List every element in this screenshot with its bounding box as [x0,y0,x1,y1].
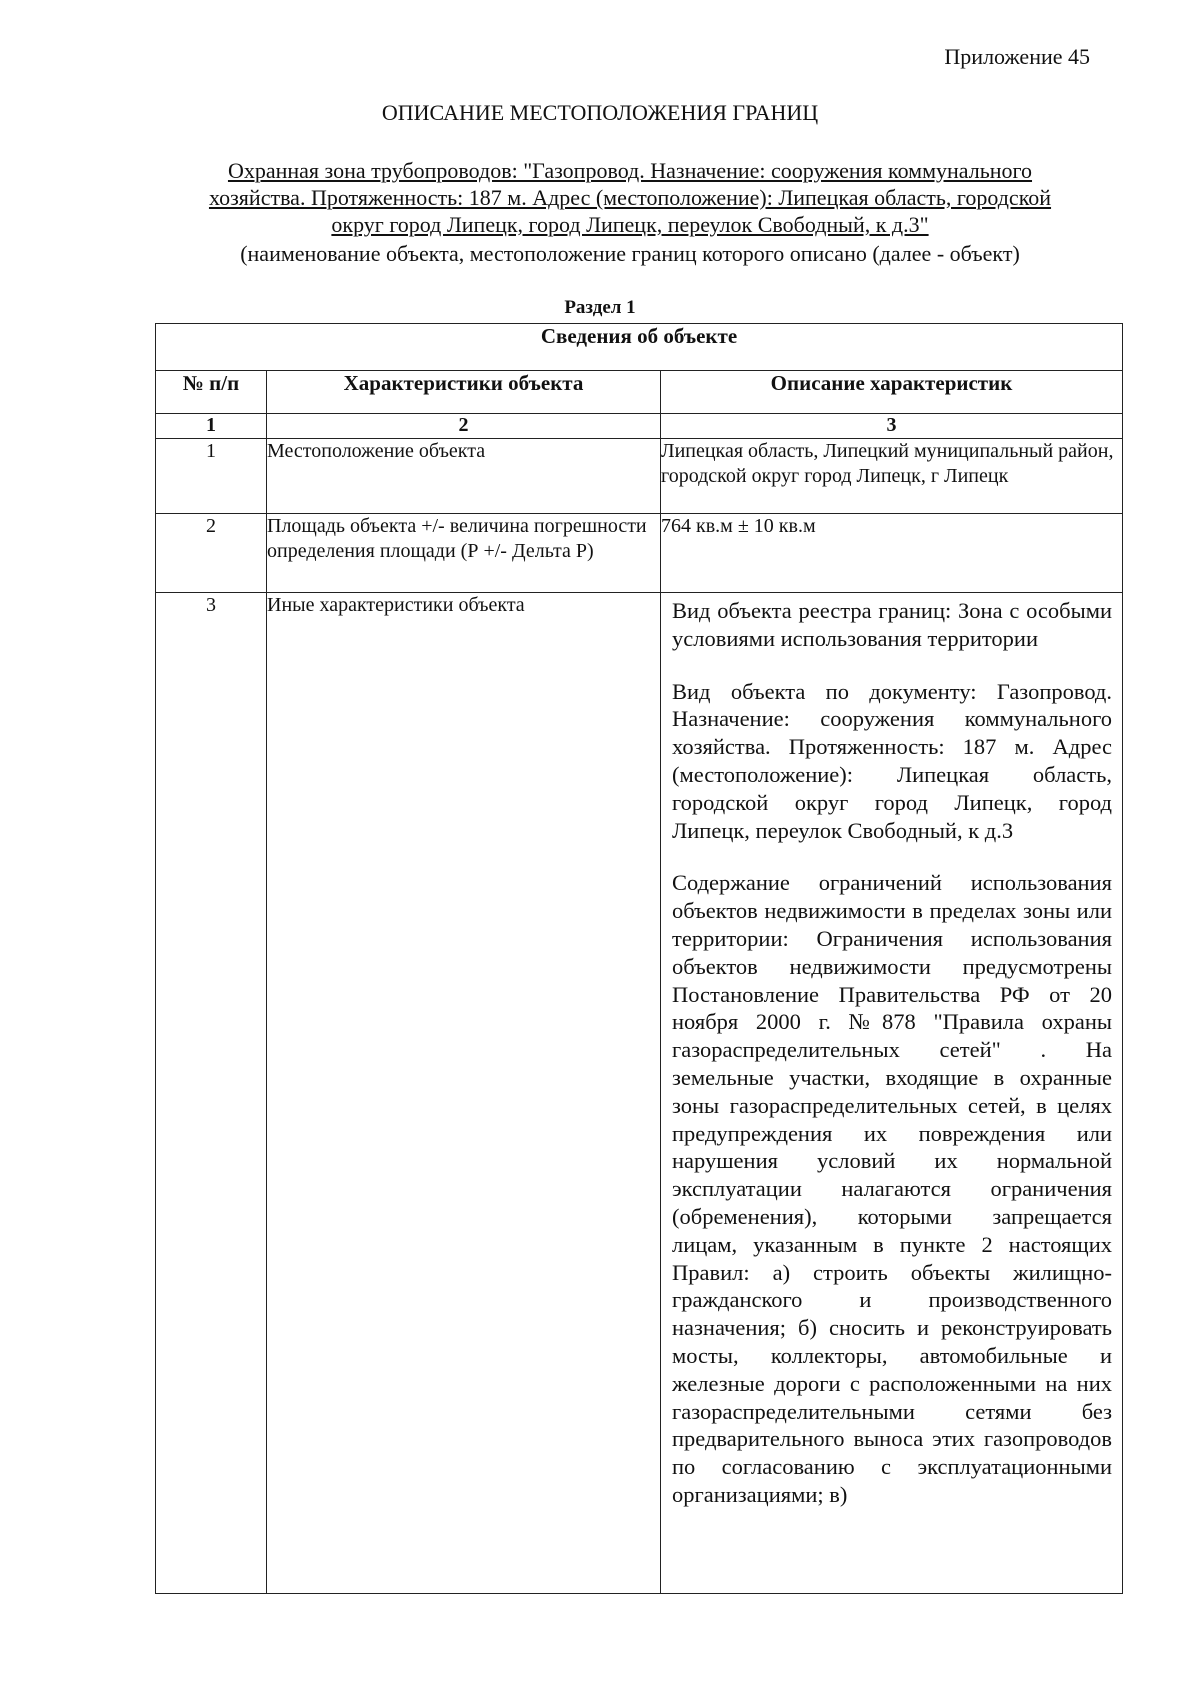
table-row [156,514,1123,593]
appendix-number: Приложение 45 [944,44,1090,69]
object-name-line: Охранная зона трубопроводов: "Газопровод. Назначение: сооружения коммунального [227,158,1033,183]
column-number: 1 [156,414,267,439]
column-number: 2 [267,414,661,439]
row-characteristic: Местоположение объекта [267,439,661,514]
column-header-description: Описание характеристик [661,371,1123,414]
row-description: 764 кв.м ± 10 кв.м [661,514,1123,593]
column-number: 3 [661,414,1123,439]
row-number: 2 [156,514,267,593]
row-number: 3 [156,593,267,1594]
object-caption: (наименование объекта, местоположение границ которого описано (далее - объект) [240,241,1020,266]
row-characteristic: Площадь объекта +/- величина погрешности определения площади (Р +/- Дельта Р) [267,514,661,593]
object-info-table [155,323,1123,1594]
description-paragraph: Содержание ограничений использования объектов недвижимости в пределах зоны или территории: Ограничения использования объектов недвижимости предусмотрены Постановление Правительства РФ от 20 ноября 2000 г. №878 "Правила охраны газораспределительных сетей" . На земельные участки, входящие в охранные зоны газораспределительных сетей, в целях предупреждения их повреждения или нарушения условий их нормальной эксплуатации налагаются ограничения (обременения), которыми запрещается лицам, указанным в пункте 2 настоящих Правил: а) строить объекты жилищно-гражданского и производственного назначения; б) сносить и реконструировать мосты, коллекторы, автомобильные и железные дороги с расположенными на них газораспределительными сетями без предварительного выноса этих газопроводов по согласованию с эксплуатационными организациями; в) [672,870,1112,1507]
description-paragraph: Вид объекта по документу: Газопровод. Назначение: сооружения коммунального хозяйства. Протяженность: 187 м. Адрес (местоположение): Липецкая область, городской округ город Липецк, город Липецк, переулок Свободный, к д.3 [672,678,1112,843]
description-paragraph: Вид объекта реестра границ: Зона с особыми условиями использования территории [672,598,1112,651]
table-row [156,593,1123,1594]
row-characteristic: Иные характеристики объекта [267,593,661,1594]
table-row [156,439,1123,514]
object-name-line: хозяйства. Протяженность: 187 м. Адрес (местоположение): Липецкая область, городской [208,185,1052,210]
table-caption: Сведения об объекте [156,324,1123,371]
document-title: ОПИСАНИЕ МЕСТОПОЛОЖЕНИЯ ГРАНИЦ [381,100,819,125]
column-header-number: № п/п [156,371,267,414]
row-number: 1 [156,439,267,514]
row-description: Липецкая область, Липецкий муниципальный район, городской округ город Липецк, г Липецк [661,439,1123,514]
object-name [160,157,1100,238]
section-title: Раздел 1 [564,297,636,318]
row-description [661,593,1123,1594]
object-name-line: округ город Липецк, город Липецк, переулок Свободный, к д.3" [331,212,929,237]
column-header-characteristic: Характеристики объекта [267,371,661,414]
